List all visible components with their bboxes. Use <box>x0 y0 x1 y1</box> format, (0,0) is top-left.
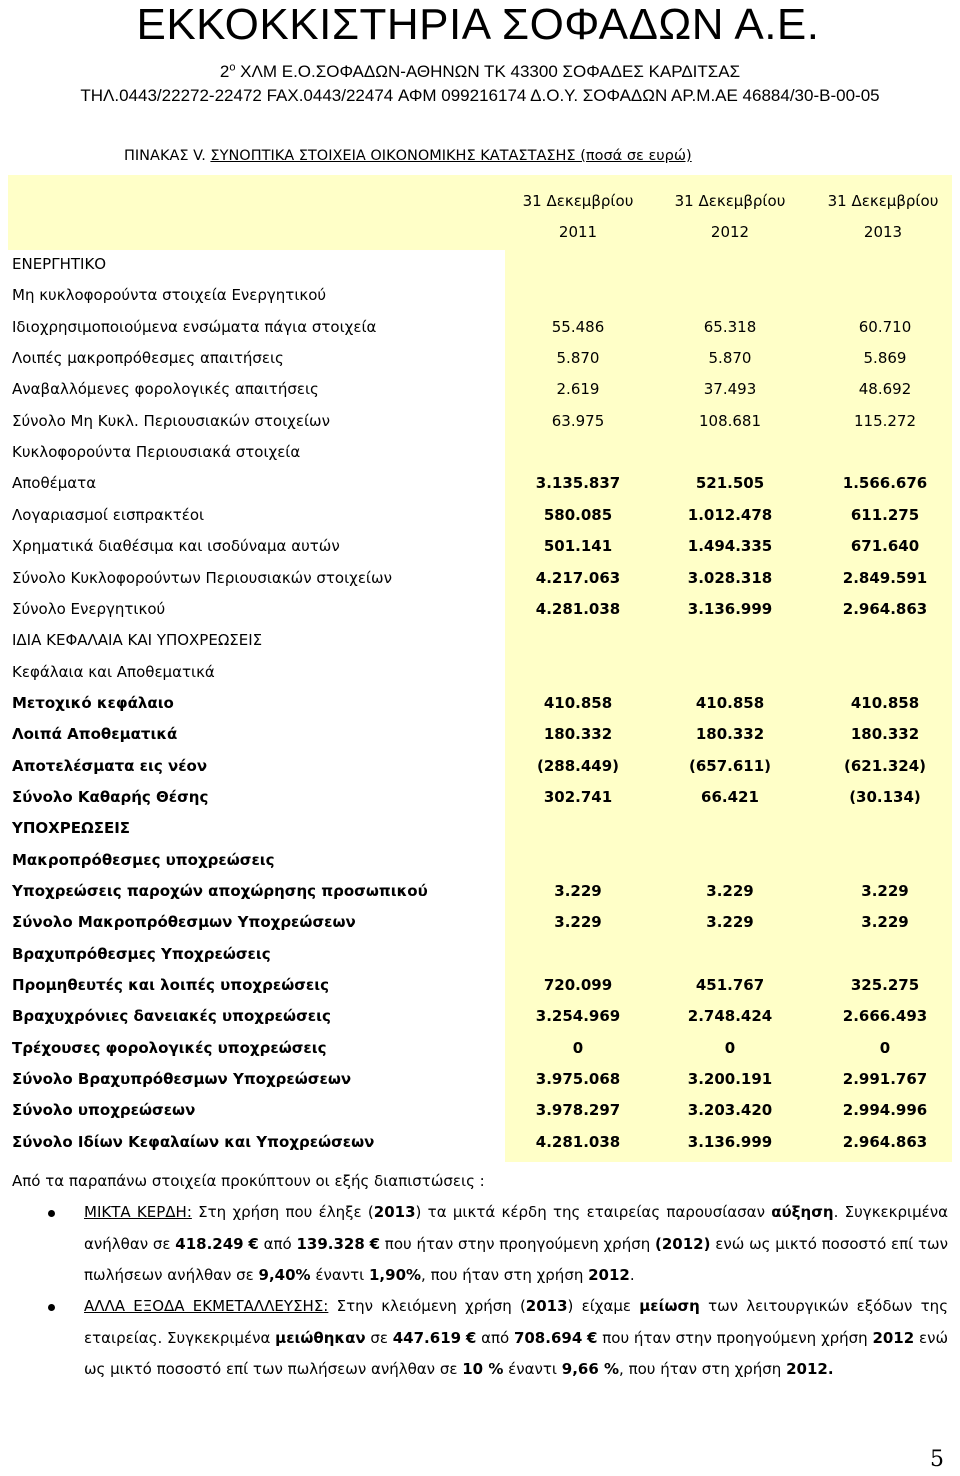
table-row <box>0 1033 960 1064</box>
row-value-2012: 3.028.318 <box>687 568 773 587</box>
bullet-icon <box>48 1304 55 1311</box>
row-value-2011: 4.217.063 <box>535 568 621 587</box>
row-value-2013: 3.229 <box>861 913 909 932</box>
row-value-2011: 0 <box>572 1038 584 1057</box>
company-address <box>0 62 960 82</box>
text: . <box>629 1266 635 1284</box>
table-title-prefix: ΠΙΝΑΚΑΣ V. <box>124 148 211 164</box>
text: από <box>476 1328 514 1347</box>
row-value-2011: 3.229 <box>554 913 602 932</box>
row-label: Βραχυπρόθεσμες Υποχρεώσεις <box>12 944 271 963</box>
text: ενώ ως μικτό ποσοστό επί των πωλήσεων ανήλθαν σε <box>84 1234 948 1284</box>
text: Στην κλειόμενη χρήση ( <box>328 1297 526 1315</box>
column-header-year: 2012 <box>710 223 750 241</box>
row-value-2012: 410.858 <box>695 693 765 712</box>
table-row <box>0 939 960 970</box>
row-value-2011: (288.449) <box>536 756 620 775</box>
row-value-2011: 63.975 <box>551 411 605 430</box>
row-label: Λοιπά Αποθεματικά <box>12 725 178 744</box>
table-row <box>0 719 960 750</box>
text: έναντι <box>503 1360 562 1378</box>
table-row <box>0 563 960 594</box>
row-label: ΕΝΕΡΓΗΤΙΚΟ <box>12 255 107 273</box>
row-label: Αναβαλλόμενες φορολογικές απαιτήσεις <box>12 380 319 399</box>
euro-icon: € <box>369 1234 381 1253</box>
text: Στη χρήση που έληξε ( <box>191 1203 374 1221</box>
row-label: Σύνολο Ιδίων Κεφαλαίων και Υποχρεώσεων <box>12 1132 375 1151</box>
row-value-2011: 3.978.297 <box>535 1101 621 1120</box>
row-value-2012: (657.611) <box>688 756 772 775</box>
table-row <box>0 500 960 531</box>
row-value-2013: 611.275 <box>850 505 920 524</box>
row-label: Ιδιοχρησιμοποιούμενα ενσώματα πάγια στοιχεία <box>12 317 377 336</box>
row-value-2012: 3.136.999 <box>687 599 773 618</box>
row-value-2011: 5.870 <box>556 349 600 368</box>
row-value-2013: 48.692 <box>858 380 912 399</box>
row-value-2012: 3.200.191 <box>687 1070 773 1089</box>
row-value-2011: 580.085 <box>543 505 613 524</box>
row-value-2013: 115.272 <box>853 411 917 430</box>
row-label: Σύνολο Βραχυπρόθεσμων Υποχρεώσεων <box>12 1070 352 1089</box>
table-row <box>0 374 960 405</box>
percentage: 10 % <box>462 1360 504 1378</box>
amount: 708.694 <box>513 1328 583 1347</box>
row-value-2011: 55.486 <box>551 317 605 336</box>
row-label: Σύνολο Μακροπρόθεσμων Υποχρεώσεων <box>12 913 356 932</box>
row-value-2012: 66.421 <box>701 787 759 806</box>
amount: 418.249 <box>175 1234 244 1253</box>
row-value-2012: 2.748.424 <box>687 1007 773 1026</box>
row-label: Σύνολο Μη Κυκλ. Περιουσιακών στοιχείων <box>12 411 330 430</box>
row-label: Λοιπές μακροπρόθεσμες απαιτήσεις <box>12 349 284 368</box>
row-label: Τρέχουσες φορολογικές υποχρεώσεις <box>12 1038 327 1057</box>
year: 2012 <box>872 1328 915 1347</box>
row-value-2013: 2.849.591 <box>842 568 928 587</box>
year: (2012) <box>655 1234 711 1253</box>
table-row <box>0 813 960 844</box>
text: σε <box>365 1328 393 1347</box>
table-row <box>0 688 960 719</box>
table-row <box>0 312 960 343</box>
row-value-2011: 4.281.038 <box>535 599 621 618</box>
row-value-2012: 3.229 <box>706 882 754 900</box>
row-value-2012: 521.505 <box>695 474 765 493</box>
row-value-2013: 671.640 <box>850 537 920 556</box>
company-name: ΕΚΚΟΚΚΙΣΤΗΡΙΑ ΣΟΦΑΔΩΝ Α.Ε. <box>136 0 820 49</box>
table-row <box>0 1127 960 1158</box>
text: , που ήταν στη χρήση <box>619 1360 787 1378</box>
keyword: μειώθηκαν <box>275 1328 366 1347</box>
row-value-2012: 451.767 <box>695 976 765 995</box>
address-superscript: ο <box>229 61 236 74</box>
row-value-2011: 720.099 <box>543 976 613 995</box>
percentage: 9,40% <box>258 1266 311 1284</box>
column-header-year: 2011 <box>558 223 598 241</box>
finding-gross-profit <box>84 1197 948 1292</box>
euro-icon: € <box>587 1328 598 1347</box>
row-value-2013: 3.229 <box>861 882 909 900</box>
row-label: Σύνολο Ενεργητικού <box>12 599 166 618</box>
amount: 139.328 <box>296 1234 365 1253</box>
table-row <box>0 782 960 813</box>
column-header-date: 31 Δεκεμβρίου <box>827 192 939 210</box>
header-highlight <box>8 175 952 250</box>
table-row <box>0 657 960 688</box>
table-row <box>0 1001 960 1032</box>
row-value-2012: 3.136.999 <box>687 1132 773 1151</box>
row-value-2011: 3.229 <box>554 882 602 900</box>
table-title-text: ΣΥΝΟΠΤΙΚΑ ΣΤΟΙΧΕΙΑ ΟΙΚΟΝΟΜΙΚΗΣ ΚΑΤΑΣΤΑΣΗΣ (ποσά σε ευρώ) <box>210 148 692 164</box>
row-label: Κυκλοφορούντα Περιουσιακά στοιχεία <box>12 443 301 462</box>
column-header-year: 2013 <box>863 223 903 241</box>
euro-icon: € <box>465 1328 477 1347</box>
text: ενώ ως μικτό ποσοστό επί των πωλήσεων ανήλθαν σε <box>84 1328 949 1378</box>
percentage: 1,90% <box>369 1266 422 1284</box>
row-label: ΙΔΙΑ ΚΕΦΑΛΑΙΑ ΚΑΙ ΥΠΟΧΡΕΩΣΕΙΣ <box>12 631 263 650</box>
row-label: Προμηθευτές και λοιπές υποχρεώσεις <box>12 976 329 995</box>
row-label: Αποτελέσματα εις νέον <box>12 756 208 775</box>
text: , που ήταν στη χρήση <box>421 1266 589 1284</box>
row-value-2013: 410.858 <box>850 693 920 712</box>
row-value-2012: 180.332 <box>695 725 765 744</box>
row-value-2012: 0 <box>724 1038 736 1057</box>
year: 2012 <box>588 1266 630 1284</box>
year: 2013 <box>525 1297 568 1315</box>
bullet-icon <box>48 1210 55 1217</box>
row-label: Μετοχικό κεφάλαιο <box>12 693 174 712</box>
row-value-2011: 180.332 <box>543 725 613 744</box>
table-row <box>0 907 960 938</box>
table-row <box>0 876 960 907</box>
table-row <box>0 751 960 782</box>
row-value-2012: 3.229 <box>706 913 754 932</box>
row-label: Βραχυχρόνιες δανειακές υποχρεώσεις <box>12 1007 331 1026</box>
table-row <box>0 1095 960 1126</box>
row-value-2013: 2.994.996 <box>842 1101 928 1120</box>
table-row <box>0 343 960 374</box>
row-value-2011: 302.741 <box>543 787 613 806</box>
text: ) τα μικτά κέρδη της εταιρείας παρουσίασαν <box>415 1203 772 1221</box>
table-row <box>0 845 960 876</box>
row-value-2013: 2.666.493 <box>842 1007 928 1026</box>
company-contact: ΤΗΛ.0443/22272-22472 FAX.0443/22474 ΑΦΜ 099216174 Δ.Ο.Υ. ΣΟΦΑΔΩΝ ΑΡ.Μ.ΑΕ 46884/30-Β-00-05 <box>80 86 880 105</box>
row-value-2013: 1.566.676 <box>842 474 928 493</box>
row-value-2013: 325.275 <box>850 976 920 995</box>
text: που ήταν στην προηγούμενη χρήση <box>597 1328 873 1347</box>
row-label: Λογαριασμοί εισπρακτέοι <box>12 505 205 524</box>
row-value-2011: 4.281.038 <box>535 1132 621 1151</box>
row-value-2011: 3.975.068 <box>535 1070 621 1089</box>
row-label: Μη κυκλοφορούντα στοιχεία Ενεργητικού <box>12 286 327 305</box>
row-value-2012: 1.012.478 <box>687 505 773 524</box>
table-row <box>0 1064 960 1095</box>
year: 2013 <box>373 1203 416 1221</box>
row-label: Σύνολο υποχρεώσεων <box>12 1101 196 1120</box>
finding-other-expenses <box>84 1291 948 1386</box>
row-value-2013: 0 <box>879 1038 891 1057</box>
row-label: Μακροπρόθεσμες υποχρεώσεις <box>12 850 275 869</box>
row-value-2012: 1.494.335 <box>687 537 773 556</box>
row-value-2013: (30.134) <box>849 787 921 806</box>
row-value-2011: 2.619 <box>556 380 600 399</box>
keyword: αύξηση <box>771 1203 834 1221</box>
euro-icon: € <box>248 1234 259 1253</box>
row-value-2012: 37.493 <box>703 380 757 399</box>
findings-intro: Από τα παραπάνω στοιχεία προκύπτουν οι εξής διαπιστώσεις : <box>12 1172 485 1190</box>
page-number: 5 <box>930 1447 944 1472</box>
text: έναντι <box>310 1266 369 1284</box>
table-title <box>124 147 692 165</box>
row-value-2012: 65.318 <box>703 317 757 336</box>
percentage: 9,66 % <box>561 1360 620 1378</box>
row-value-2013: 2.964.863 <box>842 1132 928 1151</box>
column-header-date: 31 Δεκεμβρίου <box>522 192 634 210</box>
row-label: ΥΠΟΧΡΕΩΣΕΙΣ <box>12 819 131 838</box>
amount: 447.619 <box>392 1328 462 1347</box>
row-label: Χρηματικά διαθέσιμα και ισοδύναμα αυτών <box>12 537 340 556</box>
row-value-2012: 108.681 <box>698 411 762 430</box>
address-rest: ΧΛΜ Ε.Ο.ΣΟΦΑΔΩΝ-ΑΘΗΝΩΝ ΤΚ 43300 ΣΟΦΑΔΕΣ ΚΑΡΔΙΤΣΑΣ <box>235 62 741 81</box>
row-label: Κεφάλαια και Αποθεματικά <box>12 662 215 681</box>
text: των λειτουργικών εξόδων της εταιρείας. Συγκεκριμένα <box>84 1297 948 1347</box>
table-row <box>0 468 960 499</box>
table-row <box>0 625 960 656</box>
table-row <box>0 406 960 437</box>
row-value-2013: 5.869 <box>863 349 907 368</box>
row-value-2013: 2.964.863 <box>842 599 928 618</box>
table-row <box>0 531 960 562</box>
row-value-2013: (621.324) <box>843 756 927 775</box>
row-value-2011: 3.254.969 <box>535 1007 621 1026</box>
text: . Συγκεκριμένα ανήλθαν σε <box>84 1203 948 1253</box>
table-row <box>0 437 960 468</box>
finding-heading: ΑΛΛΑ ΕΞΟΔΑ ΕΚΜΕΤΑΛΛΕΥΣΗΣ: <box>84 1297 329 1315</box>
address-prefix: 2 <box>219 62 230 81</box>
finding-heading: ΜΙΚΤΑ ΚΕΡΔΗ: <box>84 1203 192 1221</box>
row-value-2013: 180.332 <box>850 725 920 744</box>
row-value-2012: 5.870 <box>708 349 752 368</box>
table-row <box>0 249 960 280</box>
row-value-2013: 60.710 <box>858 317 912 336</box>
row-value-2013: 2.991.767 <box>842 1070 928 1089</box>
row-value-2011: 501.141 <box>543 537 613 556</box>
row-label: Σύνολο Καθαρής Θέσης <box>12 787 209 806</box>
year: 2012. <box>786 1360 834 1378</box>
table-row <box>0 280 960 311</box>
table-row <box>0 970 960 1001</box>
row-value-2011: 410.858 <box>543 693 613 712</box>
text: που ήταν στην προηγούμενη χρήση <box>380 1234 655 1253</box>
row-label: Σύνολο Κυκλοφορούντων Περιουσιακών στοιχείων <box>12 568 392 587</box>
row-label: Υποχρεώσεις παροχών αποχώρησης προσωπικού <box>12 882 428 900</box>
row-label: Αποθέματα <box>12 474 97 493</box>
row-value-2012: 3.203.420 <box>687 1101 773 1120</box>
table-row <box>0 594 960 625</box>
row-value-2011: 3.135.837 <box>535 474 621 493</box>
text: από <box>258 1234 297 1253</box>
column-header-date: 31 Δεκεμβρίου <box>674 192 786 210</box>
text: ) είχαμε <box>567 1297 640 1315</box>
keyword: μείωση <box>639 1297 700 1315</box>
